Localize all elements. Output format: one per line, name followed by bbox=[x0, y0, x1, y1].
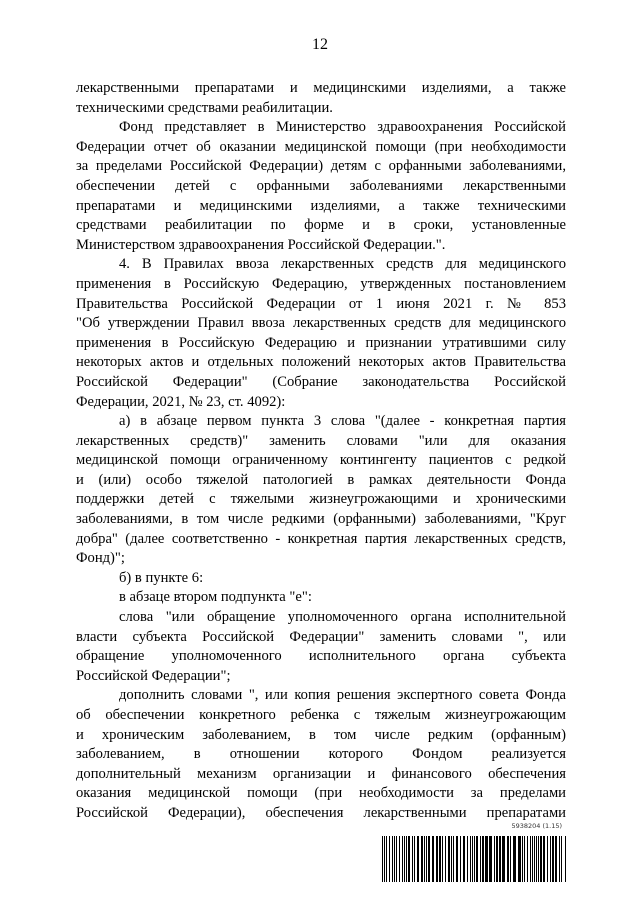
barcode-bar bbox=[496, 836, 498, 882]
barcode-bar bbox=[399, 836, 400, 882]
barcode-bar bbox=[439, 836, 441, 882]
page-number: 12 bbox=[312, 36, 328, 53]
text-line: Российской Федерации" (Собрание законодательства Российской bbox=[76, 373, 566, 390]
barcode-bar bbox=[552, 836, 554, 882]
text-line: обеспечении детей с орфанными заболеваниями лекарственными bbox=[76, 177, 566, 194]
text-line: техническими средствами реабилитации. bbox=[76, 99, 333, 116]
text-line: лекарственных средств)" заменить словами "или для оказания bbox=[76, 432, 566, 449]
barcode-bar bbox=[414, 836, 415, 882]
barcode-bar bbox=[561, 836, 562, 882]
text-line: в абзаце втором подпункта "е": bbox=[119, 589, 312, 606]
text-line: и (или) особо тяжелой патологией в рамках деятельности Фонда bbox=[76, 471, 566, 488]
barcode-bar bbox=[396, 836, 397, 882]
barcode bbox=[382, 836, 566, 882]
barcode-bar bbox=[536, 836, 537, 882]
text-line: 4. В Правилах ввоза лекарственных средств для медицинского bbox=[119, 256, 566, 273]
barcode-bar bbox=[453, 836, 454, 882]
text-line: за пределами Российской Федерации) детям с орфанными заболеваниями, bbox=[76, 158, 566, 175]
barcode-bar bbox=[404, 836, 405, 882]
text-line: б) в пункте 6: bbox=[119, 569, 204, 586]
barcode-label: 5938204 (1.15) bbox=[511, 822, 562, 830]
barcode-bar bbox=[522, 836, 523, 882]
barcode-bar bbox=[485, 836, 488, 882]
text-line: Правительства Российской Федерации от 1 июня 2021 г. № 853 bbox=[76, 295, 566, 312]
barcode-bar bbox=[392, 836, 393, 882]
barcode-bar bbox=[408, 836, 410, 882]
text-line: применения в Российскую Федерацию и признании утратившими силу bbox=[76, 334, 566, 351]
barcode-bar bbox=[463, 836, 465, 882]
barcode-bar bbox=[480, 836, 481, 882]
barcode-bar bbox=[507, 836, 509, 882]
barcode-bar bbox=[467, 836, 468, 882]
barcode-bar bbox=[499, 836, 501, 882]
text-line: Федерации, 2021, № 23, ст. 4092): bbox=[76, 393, 286, 410]
text-line: добра" (далее соответственно - конкретная партия лекарственных средств, bbox=[76, 530, 566, 547]
text-line: применения в Российскую Федерацию, утвержденных постановлением bbox=[76, 275, 566, 292]
barcode-bar bbox=[518, 836, 521, 882]
barcode-bar bbox=[524, 836, 525, 882]
barcode-bar bbox=[502, 836, 505, 882]
text-line: некоторых актов и отдельных положений некоторых актов Правительства bbox=[76, 354, 566, 371]
text-line: обращение уполномоченного исполнительного органа субъекта bbox=[76, 648, 566, 665]
text-line: Российской Федерации"; bbox=[76, 667, 231, 684]
text-line: Фонд)"; bbox=[76, 550, 125, 567]
text-line: Фонд представляет в Министерство здравоохранения Российской bbox=[119, 119, 566, 136]
text-line: "Об утверждении Правил ввоза лекарственных средств для медицинского bbox=[76, 315, 566, 332]
barcode-bar bbox=[472, 836, 473, 882]
barcode-bar bbox=[527, 836, 528, 882]
text-line: а) в абзаце первом пункта 3 слова "(далее - конкретная партия bbox=[119, 413, 566, 430]
barcode-bar bbox=[494, 836, 495, 882]
barcode-bar bbox=[482, 836, 484, 882]
barcode-bar bbox=[432, 836, 434, 882]
barcode-bar bbox=[421, 836, 423, 882]
barcode-bar bbox=[406, 836, 407, 882]
barcode-bar bbox=[382, 836, 383, 882]
body-text bbox=[76, 79, 566, 824]
barcode-bar bbox=[543, 836, 545, 882]
barcode-bar bbox=[448, 836, 450, 882]
barcode-bar bbox=[417, 836, 419, 882]
text-line: заболеваниями, в том числе редкими (орфанными) заболеваниями, "Круг bbox=[76, 511, 566, 528]
barcode-bar bbox=[428, 836, 430, 882]
barcode-bar bbox=[456, 836, 458, 882]
text-line: средствами реабилитации по форме и в сроки, установленные bbox=[76, 217, 566, 234]
text-line: медицинской помощи ограниченному контингенту пациентов с редкой bbox=[76, 452, 566, 469]
text-line: об обеспечении конкретного ребенка с тяжелым жизнеугрожающим bbox=[76, 707, 566, 723]
text-line: слова "или обращение уполномоченного органа исполнительной bbox=[119, 609, 566, 626]
text-line: Федерации отчет об оказании медицинской помощи (при необходимости bbox=[76, 138, 566, 155]
text-line: лекарственными препаратами и медицинскими изделиями, а также bbox=[76, 80, 566, 96]
barcode-bar bbox=[476, 836, 478, 882]
barcode-bar bbox=[394, 836, 395, 882]
barcode-bar bbox=[402, 836, 403, 882]
text-line: заболеванием, в отношении которого Фондом реализуется bbox=[76, 746, 566, 763]
text-line: поддержки детей с тяжелыми жизнеугрожающими и хроническими bbox=[76, 491, 566, 508]
barcode-bar bbox=[510, 836, 511, 882]
barcode-bar bbox=[460, 836, 461, 882]
barcode-bar bbox=[424, 836, 425, 882]
barcode-bar bbox=[442, 836, 443, 882]
barcode-bar bbox=[412, 836, 413, 882]
barcode-bar bbox=[532, 836, 533, 882]
barcode-bar bbox=[530, 836, 531, 882]
barcode-bar bbox=[489, 836, 492, 882]
text-line: оказания медицинской помощи (при необходимости за пределами bbox=[76, 785, 566, 802]
text-line: Министерством здравоохранения Российской Федерации.". bbox=[76, 236, 446, 253]
barcode-bar bbox=[436, 836, 438, 882]
barcode-bar bbox=[550, 836, 551, 882]
text-line: Российской Федерации), обеспечения лекарственными препаратами bbox=[76, 804, 566, 821]
text-line: препаратами и медицинскими изделиями, а также техническими bbox=[76, 197, 566, 214]
text-line: власти субъекта Российской Федерации" заменить словами ", или bbox=[76, 628, 566, 645]
barcode-bar bbox=[534, 836, 535, 882]
text-line: и хроническим заболеванием, в том числе редким (орфанным) bbox=[76, 726, 566, 743]
barcode-bar bbox=[513, 836, 516, 882]
barcode-bar bbox=[555, 836, 557, 882]
barcode-bar bbox=[470, 836, 471, 882]
barcode-bar bbox=[559, 836, 560, 882]
barcode-bar bbox=[386, 836, 387, 882]
text-line: дополнить словами ", или копия решения экспертного совета Фонда bbox=[119, 687, 566, 704]
barcode-bar bbox=[384, 836, 385, 882]
barcode-bar bbox=[565, 836, 566, 882]
barcode-bar bbox=[445, 836, 446, 882]
barcode-bar bbox=[547, 836, 548, 882]
barcode-bar bbox=[538, 836, 539, 882]
barcode-bar bbox=[474, 836, 475, 882]
barcode-bar bbox=[451, 836, 452, 882]
barcode-bar bbox=[426, 836, 427, 882]
text-line: дополнительный механизм организации и финансового обеспечения bbox=[76, 765, 566, 782]
barcode-bar bbox=[389, 836, 390, 882]
barcode-bar bbox=[540, 836, 542, 882]
